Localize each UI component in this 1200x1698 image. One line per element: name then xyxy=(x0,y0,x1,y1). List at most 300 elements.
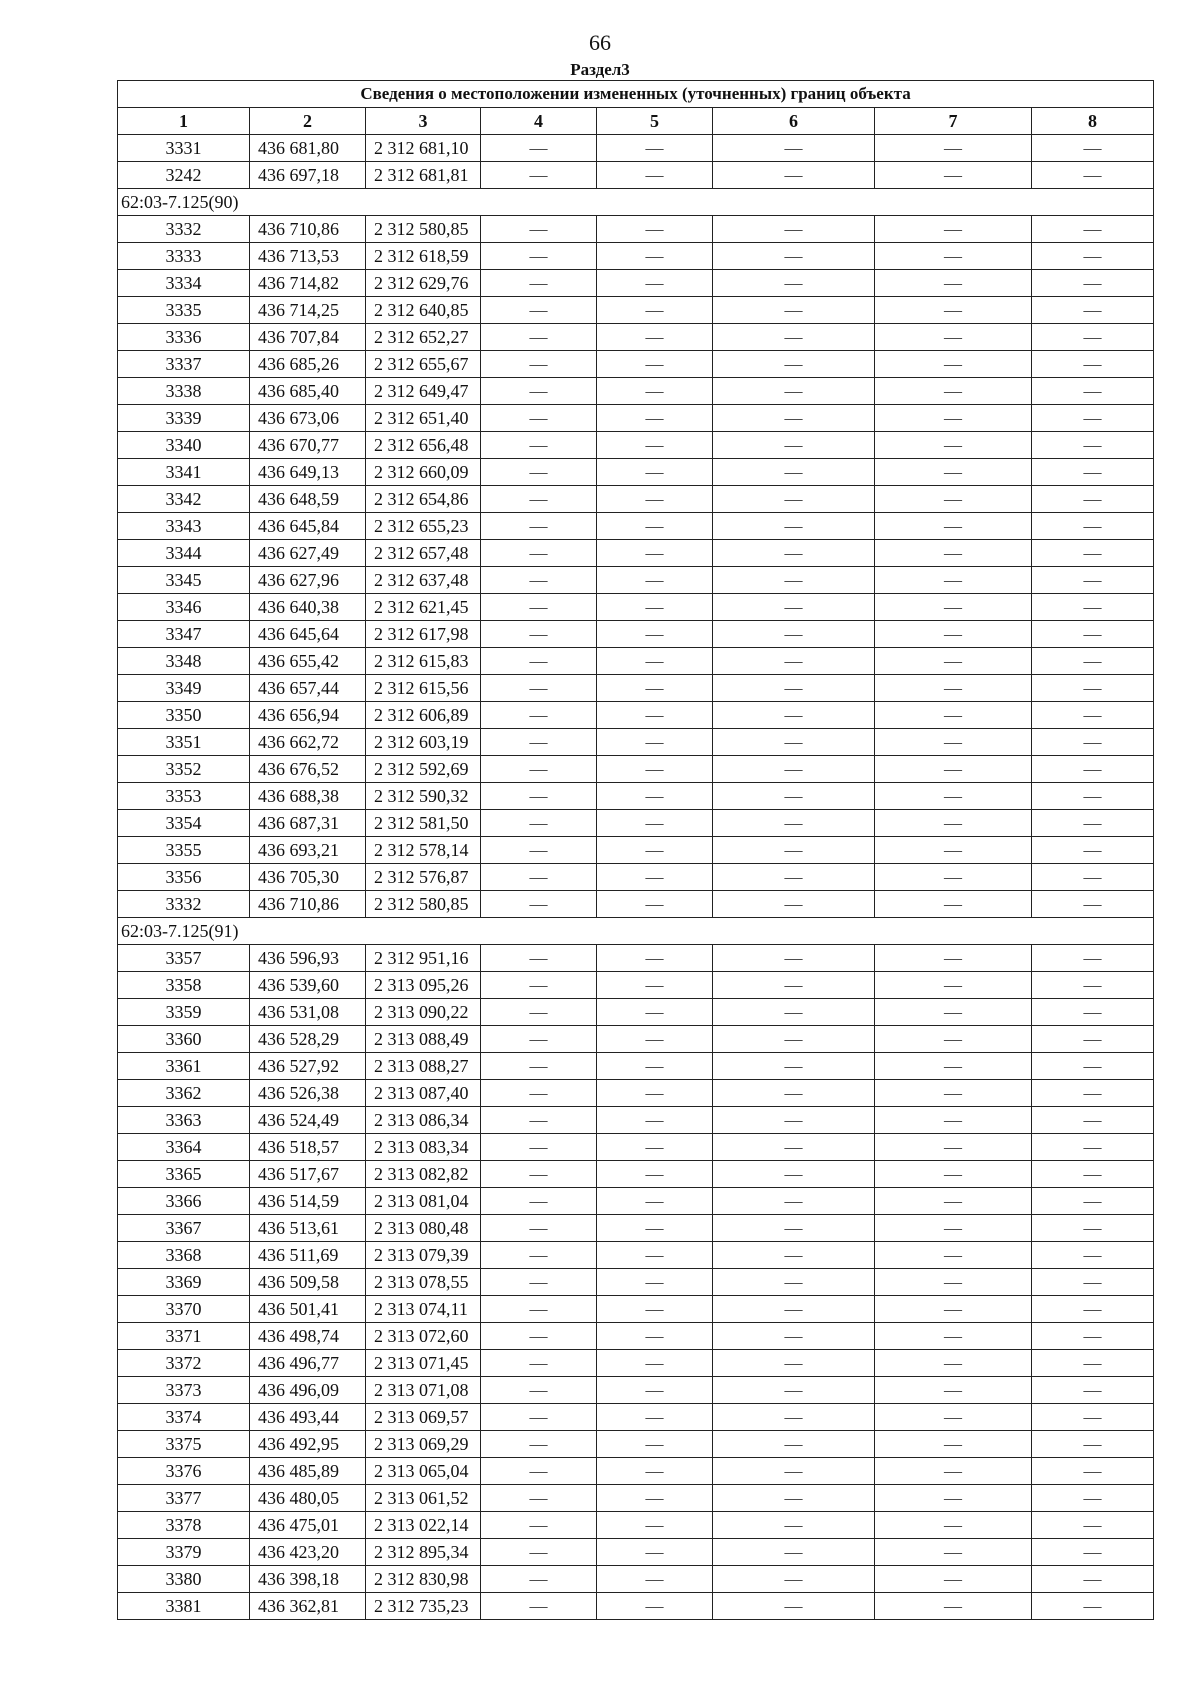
table-row xyxy=(118,1431,1154,1458)
empty-value-dash: — xyxy=(481,513,597,540)
empty-value-dash: — xyxy=(713,1512,875,1539)
point-number-cell: 3354 xyxy=(118,810,250,837)
empty-value-dash: — xyxy=(597,351,713,378)
empty-value-dash: — xyxy=(597,324,713,351)
x-coordinate-cell: 436 526,38 xyxy=(250,1080,366,1107)
empty-value-dash: — xyxy=(597,1215,713,1242)
empty-value-dash: — xyxy=(597,162,713,189)
empty-value-dash: — xyxy=(481,810,597,837)
y-coordinate-cell: 2 312 651,40 xyxy=(366,405,481,432)
table-row xyxy=(118,270,1154,297)
empty-value-dash: — xyxy=(1032,1269,1154,1296)
empty-value-dash: — xyxy=(713,432,875,459)
empty-value-dash: — xyxy=(875,1485,1032,1512)
empty-value-dash: — xyxy=(481,945,597,972)
x-coordinate-cell: 436 498,74 xyxy=(250,1323,366,1350)
empty-value-dash: — xyxy=(713,999,875,1026)
x-coordinate-cell: 436 681,80 xyxy=(250,135,366,162)
x-coordinate-cell: 436 627,96 xyxy=(250,567,366,594)
column-header: 8 xyxy=(1032,108,1154,135)
group-row xyxy=(118,918,1154,945)
empty-value-dash: — xyxy=(597,1296,713,1323)
empty-value-dash: — xyxy=(875,1080,1032,1107)
x-coordinate-cell: 436 685,26 xyxy=(250,351,366,378)
x-coordinate-cell: 436 501,41 xyxy=(250,1296,366,1323)
y-coordinate-cell: 2 313 086,34 xyxy=(366,1107,481,1134)
table-row xyxy=(118,486,1154,513)
empty-value-dash: — xyxy=(713,1215,875,1242)
point-number-cell: 3357 xyxy=(118,945,250,972)
y-coordinate-cell: 2 313 081,04 xyxy=(366,1188,481,1215)
table-row xyxy=(118,594,1154,621)
empty-value-dash: — xyxy=(1032,810,1154,837)
empty-value-dash: — xyxy=(713,1377,875,1404)
empty-value-dash: — xyxy=(597,1080,713,1107)
empty-value-dash: — xyxy=(597,1107,713,1134)
table-row xyxy=(118,1404,1154,1431)
point-number-cell: 3366 xyxy=(118,1188,250,1215)
point-number-cell: 3362 xyxy=(118,1080,250,1107)
point-number-cell: 3356 xyxy=(118,864,250,891)
empty-value-dash: — xyxy=(713,135,875,162)
empty-value-dash: — xyxy=(597,837,713,864)
point-number-cell: 3338 xyxy=(118,378,250,405)
y-coordinate-cell: 2 312 618,59 xyxy=(366,243,481,270)
empty-value-dash: — xyxy=(713,567,875,594)
empty-value-dash: — xyxy=(1032,405,1154,432)
table-row xyxy=(118,1242,1154,1269)
empty-value-dash: — xyxy=(481,783,597,810)
column-header: 3 xyxy=(366,108,481,135)
empty-value-dash: — xyxy=(875,1269,1032,1296)
table-row xyxy=(118,243,1154,270)
x-coordinate-cell: 436 423,20 xyxy=(250,1539,366,1566)
point-number-cell: 3380 xyxy=(118,1566,250,1593)
point-number-cell: 3364 xyxy=(118,1134,250,1161)
point-number-cell: 3334 xyxy=(118,270,250,297)
y-coordinate-cell: 2 313 061,52 xyxy=(366,1485,481,1512)
empty-value-dash: — xyxy=(1032,972,1154,999)
empty-value-dash: — xyxy=(597,729,713,756)
empty-value-dash: — xyxy=(713,513,875,540)
empty-value-dash: — xyxy=(713,1485,875,1512)
empty-value-dash: — xyxy=(481,1269,597,1296)
empty-value-dash: — xyxy=(1032,729,1154,756)
empty-value-dash: — xyxy=(481,1350,597,1377)
empty-value-dash: — xyxy=(597,459,713,486)
point-number-cell: 3345 xyxy=(118,567,250,594)
y-coordinate-cell: 2 313 074,11 xyxy=(366,1296,481,1323)
empty-value-dash: — xyxy=(481,1026,597,1053)
x-coordinate-cell: 436 492,95 xyxy=(250,1431,366,1458)
empty-value-dash: — xyxy=(875,513,1032,540)
table-row xyxy=(118,1215,1154,1242)
y-coordinate-cell: 2 313 088,49 xyxy=(366,1026,481,1053)
table-row xyxy=(118,540,1154,567)
empty-value-dash: — xyxy=(1032,1107,1154,1134)
empty-value-dash: — xyxy=(481,1485,597,1512)
empty-value-dash: — xyxy=(875,324,1032,351)
empty-value-dash: — xyxy=(713,1431,875,1458)
empty-value-dash: — xyxy=(597,1593,713,1620)
x-coordinate-cell: 436 362,81 xyxy=(250,1593,366,1620)
table-row xyxy=(118,378,1154,405)
column-header-row xyxy=(118,108,1154,135)
empty-value-dash: — xyxy=(713,270,875,297)
y-coordinate-cell: 2 312 657,48 xyxy=(366,540,481,567)
empty-value-dash: — xyxy=(1032,486,1154,513)
empty-value-dash: — xyxy=(597,270,713,297)
table-row xyxy=(118,945,1154,972)
empty-value-dash: — xyxy=(713,675,875,702)
empty-value-dash: — xyxy=(481,1512,597,1539)
point-number-cell: 3376 xyxy=(118,1458,250,1485)
empty-value-dash: — xyxy=(481,1134,597,1161)
y-coordinate-cell: 2 312 580,85 xyxy=(366,891,481,918)
table-row xyxy=(118,1539,1154,1566)
empty-value-dash: — xyxy=(1032,351,1154,378)
empty-value-dash: — xyxy=(597,783,713,810)
point-number-cell: 3337 xyxy=(118,351,250,378)
group-row xyxy=(118,189,1154,216)
empty-value-dash: — xyxy=(597,648,713,675)
empty-value-dash: — xyxy=(713,297,875,324)
empty-value-dash: — xyxy=(597,1512,713,1539)
x-coordinate-cell: 436 705,30 xyxy=(250,864,366,891)
point-number-cell: 3358 xyxy=(118,972,250,999)
point-number-cell: 3363 xyxy=(118,1107,250,1134)
empty-value-dash: — xyxy=(713,243,875,270)
empty-value-dash: — xyxy=(597,1161,713,1188)
group-label: 62:03-7.125(91) xyxy=(118,918,1154,945)
x-coordinate-cell: 436 518,57 xyxy=(250,1134,366,1161)
empty-value-dash: — xyxy=(597,1188,713,1215)
x-coordinate-cell: 436 539,60 xyxy=(250,972,366,999)
table-row xyxy=(118,1269,1154,1296)
table-row xyxy=(118,1458,1154,1485)
point-number-cell: 3344 xyxy=(118,540,250,567)
y-coordinate-cell: 2 312 603,19 xyxy=(366,729,481,756)
empty-value-dash: — xyxy=(481,1242,597,1269)
empty-value-dash: — xyxy=(481,621,597,648)
empty-value-dash: — xyxy=(713,891,875,918)
empty-value-dash: — xyxy=(875,1026,1032,1053)
y-coordinate-cell: 2 312 830,98 xyxy=(366,1566,481,1593)
empty-value-dash: — xyxy=(875,567,1032,594)
y-coordinate-cell: 2 313 082,82 xyxy=(366,1161,481,1188)
empty-value-dash: — xyxy=(481,1188,597,1215)
empty-value-dash: — xyxy=(713,1323,875,1350)
point-number-cell: 3349 xyxy=(118,675,250,702)
x-coordinate-cell: 436 697,18 xyxy=(250,162,366,189)
empty-value-dash: — xyxy=(1032,270,1154,297)
y-coordinate-cell: 2 312 951,16 xyxy=(366,945,481,972)
x-coordinate-cell: 436 645,84 xyxy=(250,513,366,540)
table-row xyxy=(118,1161,1154,1188)
point-number-cell: 3381 xyxy=(118,1593,250,1620)
empty-value-dash: — xyxy=(875,675,1032,702)
x-coordinate-cell: 436 673,06 xyxy=(250,405,366,432)
point-number-cell: 3333 xyxy=(118,243,250,270)
column-header: 7 xyxy=(875,108,1032,135)
empty-value-dash: — xyxy=(1032,1377,1154,1404)
empty-value-dash: — xyxy=(481,1053,597,1080)
table-row xyxy=(118,999,1154,1026)
empty-value-dash: — xyxy=(713,1188,875,1215)
x-coordinate-cell: 436 685,40 xyxy=(250,378,366,405)
empty-value-dash: — xyxy=(875,783,1032,810)
empty-value-dash: — xyxy=(1032,513,1154,540)
empty-value-dash: — xyxy=(597,972,713,999)
empty-value-dash: — xyxy=(597,810,713,837)
empty-value-dash: — xyxy=(713,729,875,756)
empty-value-dash: — xyxy=(1032,1242,1154,1269)
x-coordinate-cell: 436 714,25 xyxy=(250,297,366,324)
column-header: 1 xyxy=(118,108,250,135)
y-coordinate-cell: 2 312 649,47 xyxy=(366,378,481,405)
column-header: 2 xyxy=(250,108,366,135)
y-coordinate-cell: 2 312 640,85 xyxy=(366,297,481,324)
empty-value-dash: — xyxy=(875,297,1032,324)
empty-value-dash: — xyxy=(597,1323,713,1350)
point-number-cell: 3367 xyxy=(118,1215,250,1242)
empty-value-dash: — xyxy=(597,864,713,891)
empty-value-dash: — xyxy=(875,270,1032,297)
point-number-cell: 3374 xyxy=(118,1404,250,1431)
point-number-cell: 3379 xyxy=(118,1539,250,1566)
empty-value-dash: — xyxy=(481,270,597,297)
y-coordinate-cell: 2 313 083,34 xyxy=(366,1134,481,1161)
empty-value-dash: — xyxy=(597,297,713,324)
table-row xyxy=(118,567,1154,594)
y-coordinate-cell: 2 312 637,48 xyxy=(366,567,481,594)
point-number-cell: 3371 xyxy=(118,1323,250,1350)
empty-value-dash: — xyxy=(1032,1404,1154,1431)
empty-value-dash: — xyxy=(875,1215,1032,1242)
empty-value-dash: — xyxy=(481,864,597,891)
table-row xyxy=(118,162,1154,189)
empty-value-dash: — xyxy=(597,1377,713,1404)
empty-value-dash: — xyxy=(481,1107,597,1134)
empty-value-dash: — xyxy=(481,486,597,513)
x-coordinate-cell: 436 713,53 xyxy=(250,243,366,270)
empty-value-dash: — xyxy=(597,216,713,243)
empty-value-dash: — xyxy=(597,999,713,1026)
empty-value-dash: — xyxy=(713,864,875,891)
empty-value-dash: — xyxy=(713,378,875,405)
empty-value-dash: — xyxy=(481,891,597,918)
empty-value-dash: — xyxy=(713,216,875,243)
table-row xyxy=(118,864,1154,891)
empty-value-dash: — xyxy=(875,891,1032,918)
empty-value-dash: — xyxy=(875,135,1032,162)
empty-value-dash: — xyxy=(1032,135,1154,162)
empty-value-dash: — xyxy=(713,459,875,486)
y-coordinate-cell: 2 312 590,32 xyxy=(366,783,481,810)
empty-value-dash: — xyxy=(875,945,1032,972)
point-number-cell: 3375 xyxy=(118,1431,250,1458)
empty-value-dash: — xyxy=(1032,1593,1154,1620)
empty-value-dash: — xyxy=(875,351,1032,378)
y-coordinate-cell: 2 312 581,50 xyxy=(366,810,481,837)
x-coordinate-cell: 436 655,42 xyxy=(250,648,366,675)
x-coordinate-cell: 436 517,67 xyxy=(250,1161,366,1188)
x-coordinate-cell: 436 627,49 xyxy=(250,540,366,567)
table-row xyxy=(118,135,1154,162)
point-number-cell: 3365 xyxy=(118,1161,250,1188)
empty-value-dash: — xyxy=(1032,1539,1154,1566)
empty-value-dash: — xyxy=(875,432,1032,459)
point-number-cell: 3370 xyxy=(118,1296,250,1323)
empty-value-dash: — xyxy=(713,702,875,729)
empty-value-dash: — xyxy=(875,1134,1032,1161)
y-coordinate-cell: 2 312 615,56 xyxy=(366,675,481,702)
empty-value-dash: — xyxy=(875,162,1032,189)
empty-value-dash: — xyxy=(875,837,1032,864)
y-coordinate-cell: 2 313 080,48 xyxy=(366,1215,481,1242)
empty-value-dash: — xyxy=(875,1512,1032,1539)
empty-value-dash: — xyxy=(1032,378,1154,405)
empty-value-dash: — xyxy=(1032,999,1154,1026)
empty-value-dash: — xyxy=(597,1350,713,1377)
table-row xyxy=(118,1026,1154,1053)
empty-value-dash: — xyxy=(875,1161,1032,1188)
empty-value-dash: — xyxy=(481,972,597,999)
empty-value-dash: — xyxy=(1032,297,1154,324)
x-coordinate-cell: 436 676,52 xyxy=(250,756,366,783)
point-number-cell: 3378 xyxy=(118,1512,250,1539)
y-coordinate-cell: 2 313 078,55 xyxy=(366,1269,481,1296)
empty-value-dash: — xyxy=(481,540,597,567)
table-row xyxy=(118,972,1154,999)
empty-value-dash: — xyxy=(481,567,597,594)
empty-value-dash: — xyxy=(1032,243,1154,270)
empty-value-dash: — xyxy=(481,351,597,378)
y-coordinate-cell: 2 312 655,67 xyxy=(366,351,481,378)
empty-value-dash: — xyxy=(713,783,875,810)
table-body xyxy=(118,81,1154,1620)
x-coordinate-cell: 436 688,38 xyxy=(250,783,366,810)
table-row xyxy=(118,837,1154,864)
x-coordinate-cell: 436 714,82 xyxy=(250,270,366,297)
empty-value-dash: — xyxy=(1032,1566,1154,1593)
table-row xyxy=(118,1377,1154,1404)
empty-value-dash: — xyxy=(481,1377,597,1404)
empty-value-dash: — xyxy=(1032,1215,1154,1242)
point-number-cell: 3372 xyxy=(118,1350,250,1377)
empty-value-dash: — xyxy=(1032,432,1154,459)
empty-value-dash: — xyxy=(1032,540,1154,567)
empty-value-dash: — xyxy=(875,594,1032,621)
table-row xyxy=(118,216,1154,243)
x-coordinate-cell: 436 596,93 xyxy=(250,945,366,972)
empty-value-dash: — xyxy=(713,1026,875,1053)
y-coordinate-cell: 2 313 079,39 xyxy=(366,1242,481,1269)
empty-value-dash: — xyxy=(713,162,875,189)
point-number-cell: 3360 xyxy=(118,1026,250,1053)
y-coordinate-cell: 2 312 652,27 xyxy=(366,324,481,351)
empty-value-dash: — xyxy=(1032,1026,1154,1053)
empty-value-dash: — xyxy=(1032,1458,1154,1485)
point-number-cell: 3351 xyxy=(118,729,250,756)
point-number-cell: 3373 xyxy=(118,1377,250,1404)
empty-value-dash: — xyxy=(713,405,875,432)
table-row xyxy=(118,729,1154,756)
y-coordinate-cell: 2 313 071,45 xyxy=(366,1350,481,1377)
point-number-cell: 3350 xyxy=(118,702,250,729)
table-row xyxy=(118,621,1154,648)
empty-value-dash: — xyxy=(875,540,1032,567)
empty-value-dash: — xyxy=(713,1134,875,1161)
empty-value-dash: — xyxy=(875,702,1032,729)
empty-value-dash: — xyxy=(481,648,597,675)
empty-value-dash: — xyxy=(1032,1350,1154,1377)
empty-value-dash: — xyxy=(875,243,1032,270)
x-coordinate-cell: 436 707,84 xyxy=(250,324,366,351)
x-coordinate-cell: 436 649,13 xyxy=(250,459,366,486)
empty-value-dash: — xyxy=(875,1377,1032,1404)
empty-value-dash: — xyxy=(713,1053,875,1080)
empty-value-dash: — xyxy=(481,1215,597,1242)
empty-value-dash: — xyxy=(1032,324,1154,351)
empty-value-dash: — xyxy=(713,837,875,864)
y-coordinate-cell: 2 312 617,98 xyxy=(366,621,481,648)
empty-value-dash: — xyxy=(713,1350,875,1377)
empty-value-dash: — xyxy=(597,1269,713,1296)
empty-value-dash: — xyxy=(1032,945,1154,972)
empty-value-dash: — xyxy=(597,243,713,270)
table-row xyxy=(118,783,1154,810)
empty-value-dash: — xyxy=(597,135,713,162)
y-coordinate-cell: 2 312 576,87 xyxy=(366,864,481,891)
empty-value-dash: — xyxy=(875,486,1032,513)
y-coordinate-cell: 2 312 621,45 xyxy=(366,594,481,621)
x-coordinate-cell: 436 509,58 xyxy=(250,1269,366,1296)
x-coordinate-cell: 436 710,86 xyxy=(250,216,366,243)
empty-value-dash: — xyxy=(481,297,597,324)
x-coordinate-cell: 436 657,44 xyxy=(250,675,366,702)
empty-value-dash: — xyxy=(713,1539,875,1566)
y-coordinate-cell: 2 312 592,69 xyxy=(366,756,481,783)
empty-value-dash: — xyxy=(875,1431,1032,1458)
y-coordinate-cell: 2 313 087,40 xyxy=(366,1080,481,1107)
empty-value-dash: — xyxy=(713,1080,875,1107)
empty-value-dash: — xyxy=(875,405,1032,432)
column-header: 4 xyxy=(481,108,597,135)
empty-value-dash: — xyxy=(875,1242,1032,1269)
empty-value-dash: — xyxy=(713,1161,875,1188)
empty-value-dash: — xyxy=(481,432,597,459)
y-coordinate-cell: 2 312 735,23 xyxy=(366,1593,481,1620)
empty-value-dash: — xyxy=(875,1107,1032,1134)
x-coordinate-cell: 436 475,01 xyxy=(250,1512,366,1539)
empty-value-dash: — xyxy=(875,810,1032,837)
empty-value-dash: — xyxy=(1032,216,1154,243)
empty-value-dash: — xyxy=(481,594,597,621)
empty-value-dash: — xyxy=(597,675,713,702)
empty-value-dash: — xyxy=(1032,837,1154,864)
y-coordinate-cell: 2 313 065,04 xyxy=(366,1458,481,1485)
x-coordinate-cell: 436 648,59 xyxy=(250,486,366,513)
table-row xyxy=(118,1296,1154,1323)
empty-value-dash: — xyxy=(713,351,875,378)
empty-value-dash: — xyxy=(1032,675,1154,702)
empty-value-dash: — xyxy=(875,999,1032,1026)
point-number-cell: 3359 xyxy=(118,999,250,1026)
x-coordinate-cell: 436 493,44 xyxy=(250,1404,366,1431)
point-number-cell: 3340 xyxy=(118,432,250,459)
x-coordinate-cell: 436 662,72 xyxy=(250,729,366,756)
